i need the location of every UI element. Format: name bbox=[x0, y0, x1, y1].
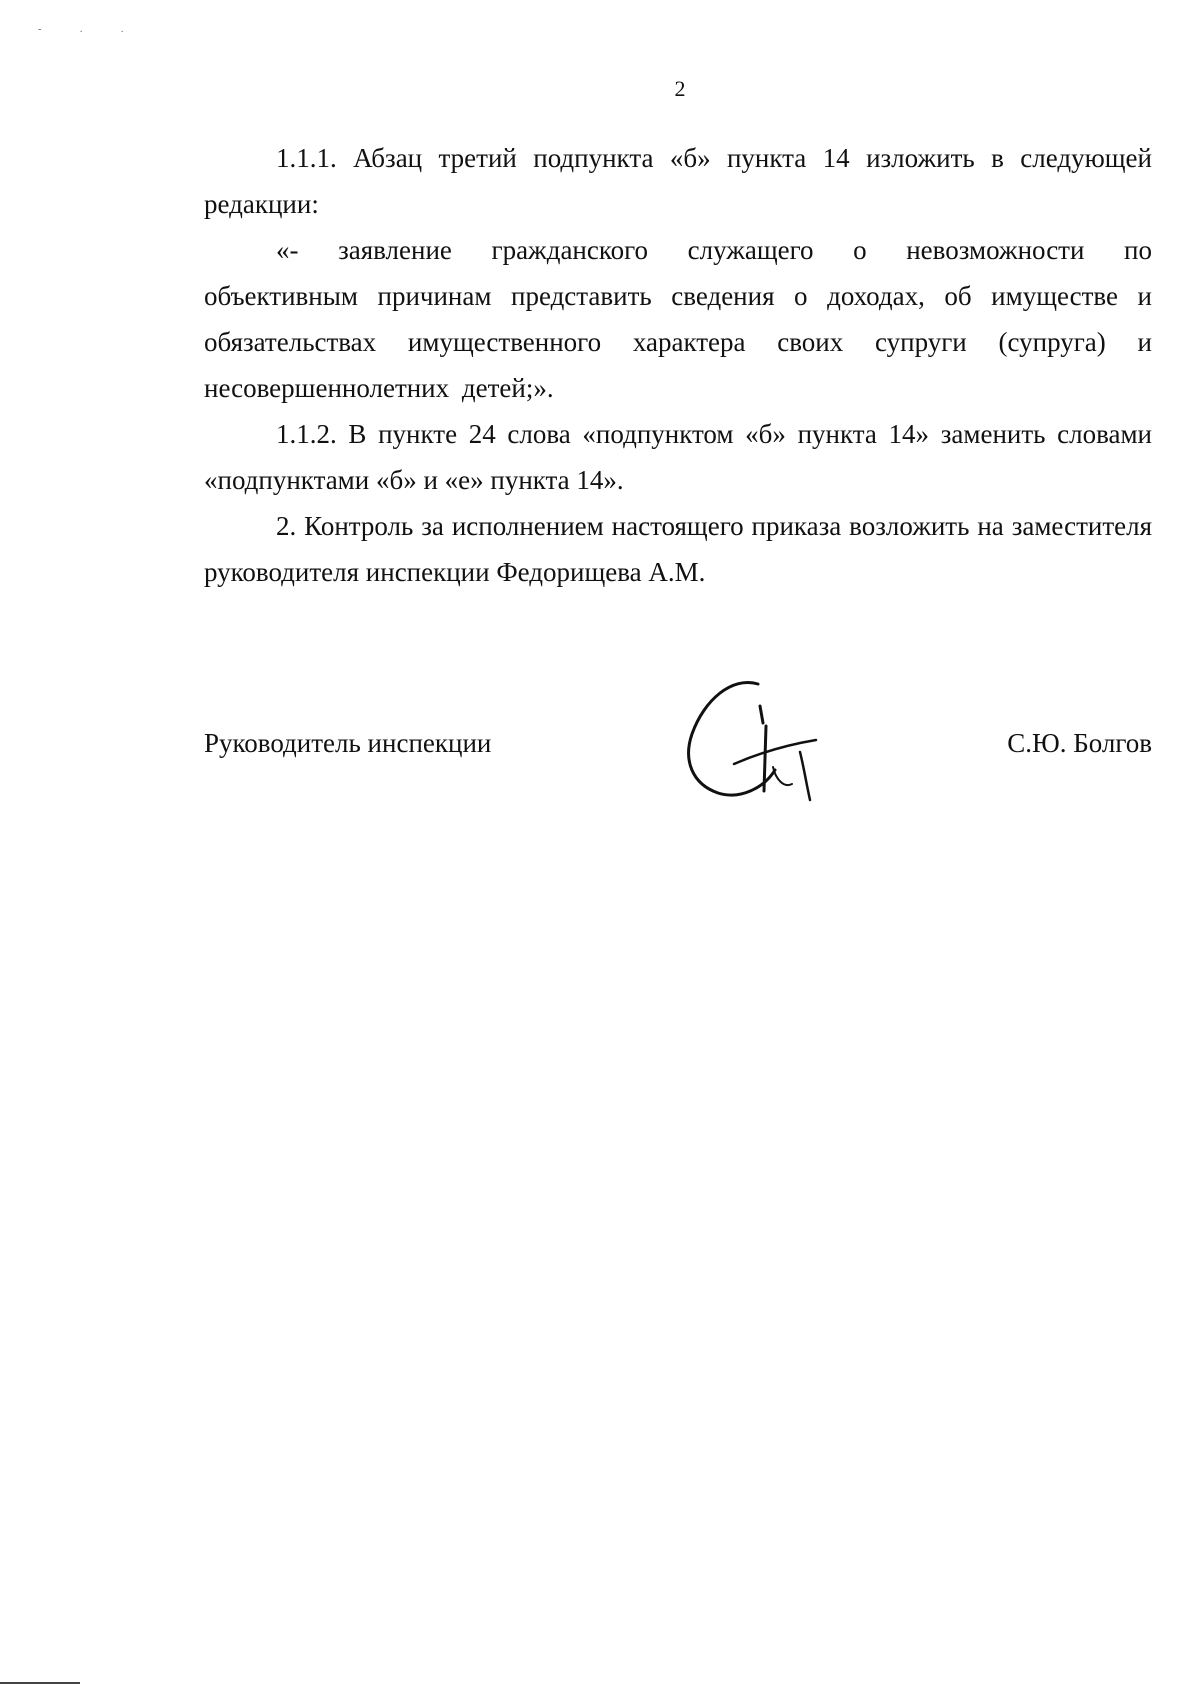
paragraph-1-1-2: 1.1.2. В пункте 24 слова «подпунктом «б» пункта 14» заменить словами «подпунктами «б» и «е» пункта 14». bbox=[204, 419, 1152, 495]
signer-name: С.Ю. Болгов bbox=[1007, 728, 1152, 758]
handwritten-signature bbox=[680, 676, 850, 806]
page-number: 2 bbox=[674, 76, 686, 101]
scan-edge-mark bbox=[0, 1682, 80, 1684]
signer-title: Руководитель инспекции bbox=[204, 728, 492, 758]
paragraph-2-control: 2. Контроль за исполнением настоящего приказа возложить на заместителя руководителя инспекции Федорищева А.М. bbox=[204, 511, 1152, 587]
scan-specks: - . . bbox=[38, 24, 142, 35]
signature-block bbox=[204, 720, 1152, 780]
document-body bbox=[204, 135, 1152, 595]
paragraph-1-1-1: 1.1.1. Абзац третий подпункта «б» пункта 14 изложить в следующей редакции: bbox=[204, 143, 1152, 219]
quoted-amendment-paragraph: «- заявление гражданского служащего о невозможности по объективным причинам представить сведения о доходах, об имуществе и обязательствах имущественного характера своих супруги (супруга) и несовершеннолетних детей;». bbox=[204, 235, 1152, 403]
